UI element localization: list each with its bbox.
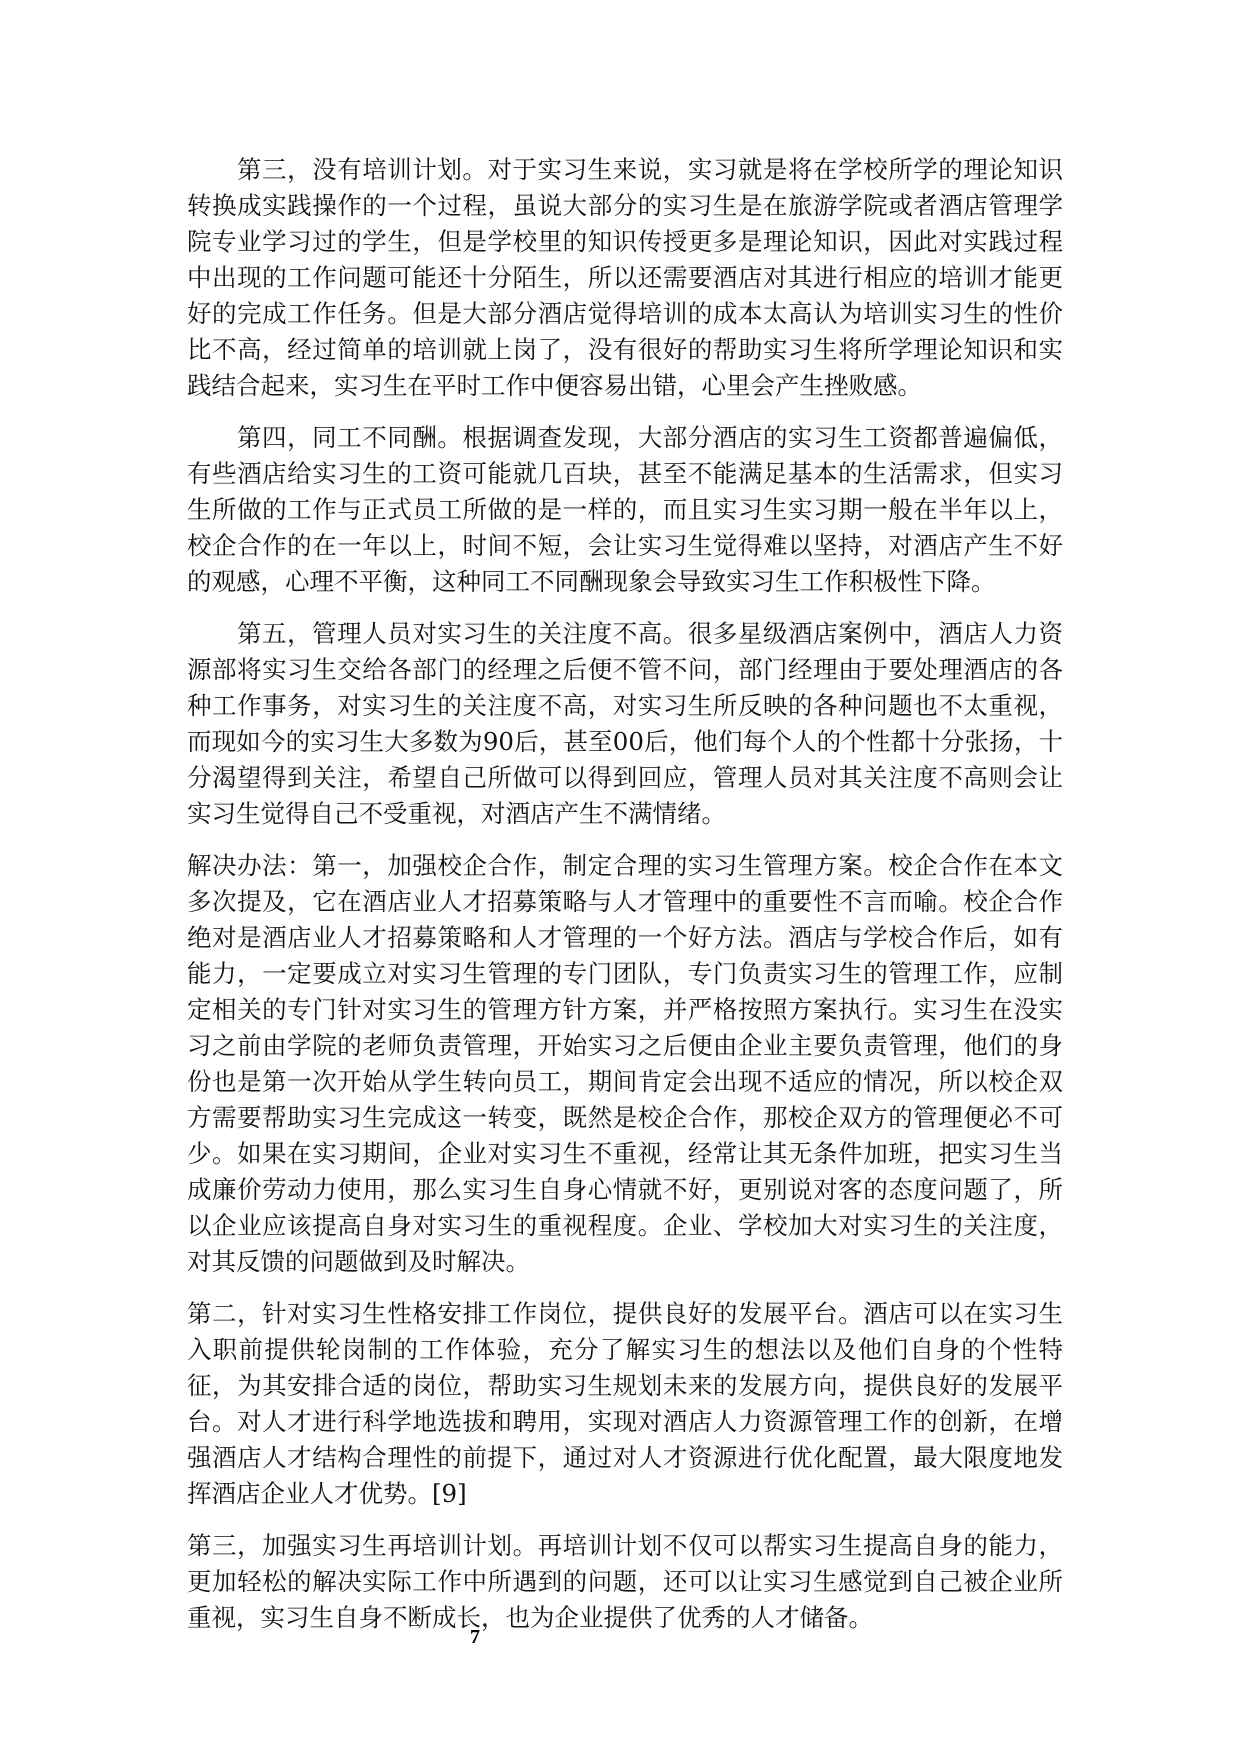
paragraph-solution-retraining: 第三，加强实习生再培训计划。再培训计划不仅可以帮实习生提高自身的能力，更加轻松的解决实际工作中所遇到的问题，还可以让实习生感觉到自己被企业所重视，实习生自身不断成长，也为企业提供了优秀的人才储备。 — [187, 1531, 1063, 1632]
page-number: 7 — [470, 1626, 480, 1648]
paragraph-unequal-pay: 第四，同工不同酬。根据调查发现，大部分酒店的实习生工资都普遍偏低，有些酒店给实习生的工资可能就几百块，甚至不能满足基本的生活需求，但实习生所做的工作与正式员工所做的是一样的，而且实习生实习期一般在半年以上，校企合作的在一年以上，时间不短，会让实习生觉得难以坚持，对酒店产生不好的观感，心理不平衡，这种同工不同酬现象会导致实习生工作积极性下降。 — [187, 423, 1063, 596]
paragraph-low-attention: 第五，管理人员对实习生的关注度不高。很多星级酒店案例中，酒店人力资源部将实习生交给各部门的经理之后便不管不问，部门经理由于要处理酒店的各种工作事务，对实习生的关注度不高，对实习生所反映的各种问题也不太重视，而现如今的实习生大多数为90后，甚至00后，他们每个人的个性都十分张扬，十分渴望得到关注，希望自己所做可以得到回应，管理人员对其关注度不高则会让实习生觉得自己不受重视，对酒店产生不满情绪。 — [187, 619, 1063, 828]
paragraph-solution-job-placement: 第二，针对实习生性格安排工作岗位，提供良好的发展平台。酒店可以在实习生入职前提供轮岗制的工作体验，充分了解实习生的想法以及他们自身的个性特征，为其安排合适的岗位，帮助实习生规划未来的发展方向，提供良好的发展平台。对人才进行科学地选拔和聘用，实现对酒店人力资源管理工作的创新，在增强酒店人才结构合理性的前提下，通过对人才资源进行优化配置，最大限度地发挥酒店企业人才优势。[9] — [187, 1299, 1063, 1508]
paragraph-no-training-plan: 第三，没有培训计划。对于实习生来说，实习就是将在学校所学的理论知识转换成实践操作的一个过程，虽说大部分的实习生是在旅游学院或者酒店管理学院专业学习过的学生，但是学校里的知识传授更多是理论知识，因此对实践过程中出现的工作问题可能还十分陌生，所以还需要酒店对其进行相应的培训才能更好的完成工作任务。但是大部分酒店觉得培训的成本太高认为培训实习生的性价比不高，经过简单的培训就上岗了，没有很好的帮助实习生将所学理论知识和实践结合起来，实习生在平时工作中便容易出错，心里会产生挫败感。 — [187, 155, 1063, 400]
paragraph-solution-cooperation: 解决办法：第一，加强校企合作，制定合理的实习生管理方案。校企合作在本文多次提及，它在酒店业人才招募策略与人才管理中的重要性不言而喻。校企合作绝对是酒店业人才招募策略和人才管理的一个好方法。酒店与学校合作后，如有能力，一定要成立对实习生管理的专门团队，专门负责实习生的管理工作，应制定相关的专门针对实习生的管理方针方案，并严格按照方案执行。实习生在没实习之前由学院的老师负责管理，开始实习之后便由企业主要负责管理，他们的身份也是第一次开始从学生转向员工，期间肯定会出现不适应的情况，所以校企双方需要帮助实习生完成这一转变，既然是校企合作，那校企双方的管理便必不可少。如果在实习期间，企业对实习生不重视，经常让其无条件加班，把实习生当成廉价劳动力使用，那么实习生自身心情就不好，更别说对客的态度问题了，所以企业应该提高自身对实习生的重视程度。企业、学校加大对实习生的关注度，对其反馈的问题做到及时解决。 — [187, 851, 1063, 1276]
document-body — [187, 152, 1063, 1652]
